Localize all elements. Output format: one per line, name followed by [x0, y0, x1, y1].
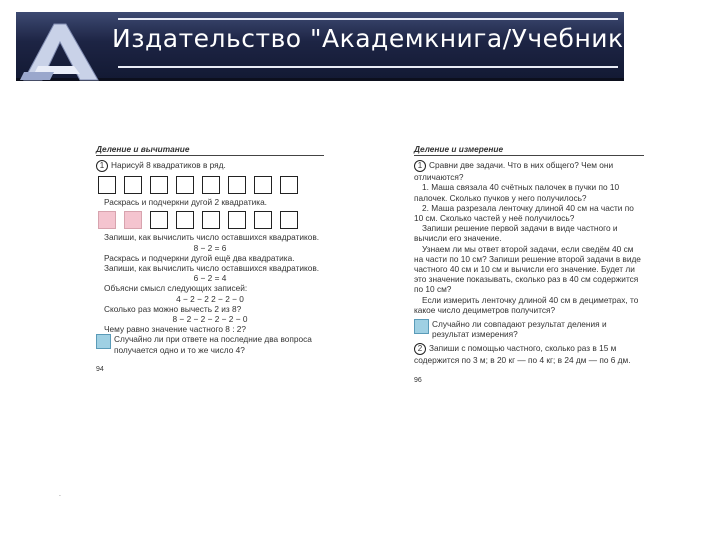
equation: 8 − 2 − 2 − 2 − 2 − 0: [172, 314, 248, 325]
squares-row-1: [98, 176, 324, 194]
publisher-logo-icon: [14, 22, 102, 82]
text-line: Если измерить ленточку длиной 40 см в дециметрах, то какое число дециметров получится?: [414, 294, 639, 315]
text-line: Узнаем ли мы ответ второй задачи, если сведём 40 см на части по 10 см? Запиши решение второй задачи в виде частного 40 см и 10 см и вычисли его значение. Будет ли это значение показывать, сколько раз в 40 см содержится по 10 см?: [414, 243, 641, 295]
square: [176, 211, 194, 229]
text-line: Случайно ли совпадают результат деления и результат измерения?: [432, 319, 607, 340]
task-number-badge: 1: [414, 160, 426, 172]
square: [176, 176, 194, 194]
square: [280, 176, 298, 194]
question-icon: [96, 334, 111, 349]
square: [150, 211, 168, 229]
page-number: 94: [96, 365, 104, 373]
task-number-badge: 2: [414, 343, 426, 355]
question-icon: [414, 319, 429, 334]
textbook-page-left: [96, 144, 324, 375]
page-heading: Деление и вычитание: [96, 144, 324, 156]
header-top-rule: [118, 18, 618, 20]
text-line: Запиши с помощью частного, сколько раз в 15 м содержится по 3 м; в 20 кг — по 4 кг; в 24 дм — по 6 дм.: [414, 343, 631, 366]
header-title: Издательство "Академкнига/Учебник": [112, 24, 636, 53]
squares-row-2: [98, 211, 324, 229]
task-number-badge: 1: [96, 160, 108, 172]
footer-mark: .: [59, 491, 61, 498]
text-line: Раскрась и подчеркни дугой 2 квадратика.: [104, 197, 267, 208]
header-bottom-rule: [118, 66, 618, 68]
square: [98, 176, 116, 194]
header-banner: [0, 0, 720, 82]
text-line: 2. Маша разрезала ленточку длиной 40 см на части по 10 см. Сколько частей у неё получилось?: [414, 202, 634, 224]
square: [228, 176, 246, 194]
square: [228, 211, 246, 229]
square: [150, 176, 168, 194]
square: [202, 211, 220, 229]
page-heading: Деление и измерение: [414, 144, 644, 156]
text-line: Случайно ли при ответе на последние два вопроса получается одно и то же число 4?: [114, 334, 312, 355]
square: [202, 176, 220, 194]
equation: 4 − 2 − 2 2 − 2 − 0: [176, 293, 244, 304]
text-line: Сравни две задачи. Что в них общего? Чем они отличаются?: [414, 160, 614, 183]
square-colored: [98, 211, 116, 229]
text-line: Сколько раз можно вычесть 2 из 8?: [104, 303, 242, 314]
text-line: Нарисуй 8 квадратиков в ряд.: [111, 160, 226, 171]
text-line: Запиши, как вычислить число оставшихся квадратиков.: [104, 232, 320, 243]
square: [254, 176, 272, 194]
square: [280, 211, 298, 229]
textbook-page-right: [414, 144, 644, 386]
text-line: Запиши, как вычислить число оставшихся квадратиков.: [104, 263, 320, 274]
text-line: 1. Маша связала 40 счётных палочек в пучки по 10 палочек. Сколько пучков у него получилось?: [414, 182, 620, 203]
text-line: Объясни смысл следующих записей:: [104, 283, 248, 294]
square: [124, 176, 142, 194]
square: [254, 211, 272, 229]
page-number: 96: [414, 376, 422, 384]
square-colored: [124, 211, 142, 229]
equation: 8 − 2 = 6: [193, 242, 227, 253]
text-line: Чему равно значение частного 8 : 2?: [104, 324, 247, 335]
equation: 6 − 2 = 4: [193, 273, 227, 284]
text-line: Запиши решение первой задачи в виде частного и вычисли его значение.: [414, 223, 618, 244]
text-line: Раскрась и подчеркни дугой ещё два квадратика.: [104, 252, 295, 263]
